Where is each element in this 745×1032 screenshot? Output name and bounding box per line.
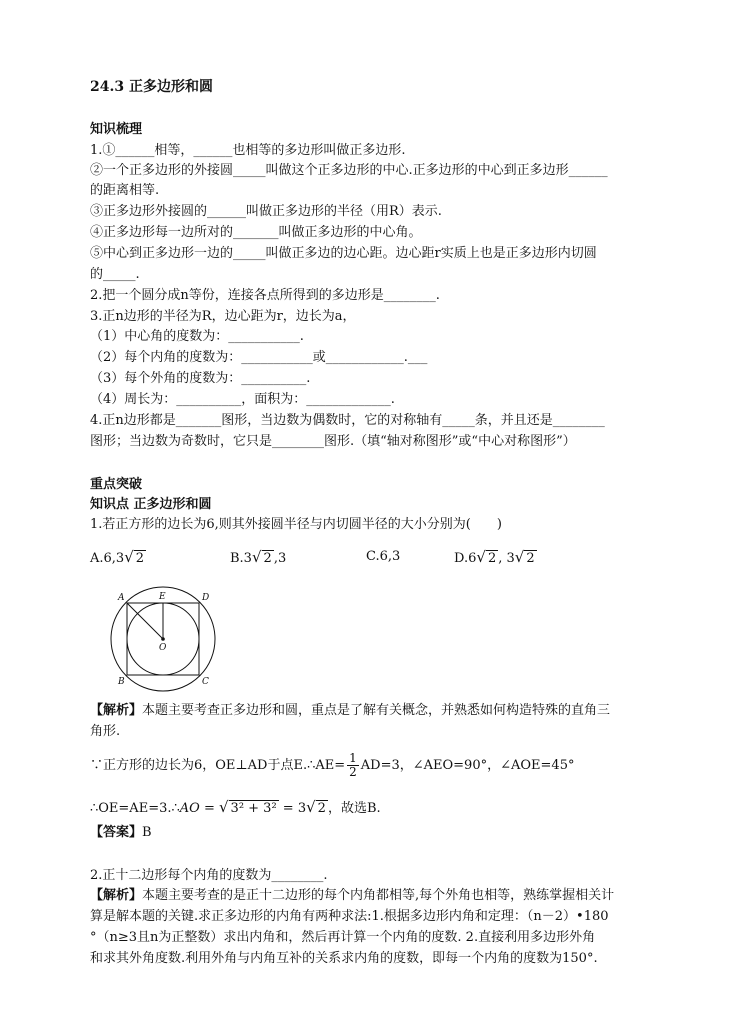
option-b: B.3√ 2 ,3 [230, 548, 287, 566]
knowledge-line: ⑤中心到正多边形一边的_____叫做正多边的边心距。边心距r实质上也是正多边形内切圆 [90, 246, 597, 261]
knowledge-point-heading: 知识点 正多边形和圆 [90, 497, 212, 512]
knowledge-line: ②一个正多边形的外接圆_____叫做这个正多边形的中心.正多边形的中心到正多边形______ [90, 163, 608, 178]
knowledge-line: 的_____. [90, 267, 140, 282]
knowledge-line: （4）周长为：__________，面积为：_____________. [90, 392, 395, 407]
question-1-stem: 1.若正方形的边长为6,则其外接圆半径与内切圆半径的大小分别为( ) [90, 517, 502, 532]
page-title: 24.3 正多边形和圆 [90, 79, 213, 95]
circle-square-figure [98, 584, 228, 694]
label-b: B [118, 677, 125, 687]
question-2-analysis-cont: 算是解本题的关键.求正多边形的内角有两种求法:1.根据多边形内角和定理：（n－2）•180 [90, 909, 609, 924]
question-1-because: ∵正方形的边长为6，OE⊥AD于点E.∴AE= $\frac{1}{2}$ AD=3，∠AEO=90°，∠AOE=45° [90, 751, 575, 779]
option-a: A.6,3√ 2 [90, 548, 145, 566]
knowledge-line: （1）中心角的度数为：___________. [90, 329, 304, 344]
knowledge-line: ④正多边形每一边所对的_______叫做正多边形的中心角。 [90, 225, 422, 240]
question-2-stem: 2.正十二边形每个内角的度数为________. [90, 868, 328, 883]
label-e: E [159, 592, 166, 602]
knowledge-line: 的距离相等. [90, 183, 160, 198]
label-c: C [202, 677, 209, 687]
knowledge-line: （3）每个外角的度数为：__________. [90, 371, 311, 386]
option-d: D.6√ 2 , 3√ 2 [454, 548, 535, 566]
label-a: A [118, 593, 125, 603]
question-1-analysis-cont: 角形. [90, 724, 121, 739]
knowledge-line: 2.把一个圆分成n等份，连接各点所得到的多边形是________. [90, 288, 440, 303]
label-d: D [202, 593, 210, 603]
fraction-half: $\frac{1}{2}$ [349, 751, 357, 779]
question-2-analysis-cont: °（n≥3且n为正整数）求出内角和，然后再计算一个内角的度数. 2.直接利用多边形外角 [90, 930, 596, 945]
section-heading-key-points: 重点突破 [90, 477, 143, 492]
knowledge-line: 图形；当边数为奇数时，它只是________图形.（填“轴对称图形”或“中心对称图形”） [90, 434, 576, 449]
question-2-analysis: 【解析】本题主要考查的是正十二边形的每个内角都相等,每个外角也相等，熟练掌握相关计 [90, 888, 615, 903]
question-2-analysis-cont: 和求其外角度数.利用外角与内角互补的关系求内角的度数，即每一个内角的度数为150°. [90, 951, 598, 966]
option-c: C.6,3 [366, 549, 401, 564]
knowledge-line: ③正多边形外接圆的______叫做正多边形的半径（用R）表示. [90, 204, 442, 219]
knowledge-line: 3.正n边形的半径为R，边心距为r，边长为a， [90, 309, 356, 324]
label-o: O [159, 643, 167, 653]
question-1-therefore: ∴OE=AE=3.∴AO = √ 3² + 3² = 3√ 2 ，故选B. [90, 798, 381, 816]
knowledge-line: （2）每个内角的度数为：___________或____________.___ [90, 350, 428, 365]
question-1-analysis: 【解析】本题主要考查正多边形和圆，重点是了解有关概念，并熟悉如何构造特殊的直角三 [90, 703, 611, 718]
knowledge-line: 4.正n边形都是_______图形，当边数为偶数时，它的对称轴有_____条，并且还是________ [90, 413, 605, 428]
knowledge-line: 1.①______相等，______也相等的多边形叫做正多边形. [90, 143, 406, 158]
question-1-answer: 【答案】B [90, 825, 152, 840]
section-heading-knowledge: 知识梳理 [90, 122, 143, 137]
